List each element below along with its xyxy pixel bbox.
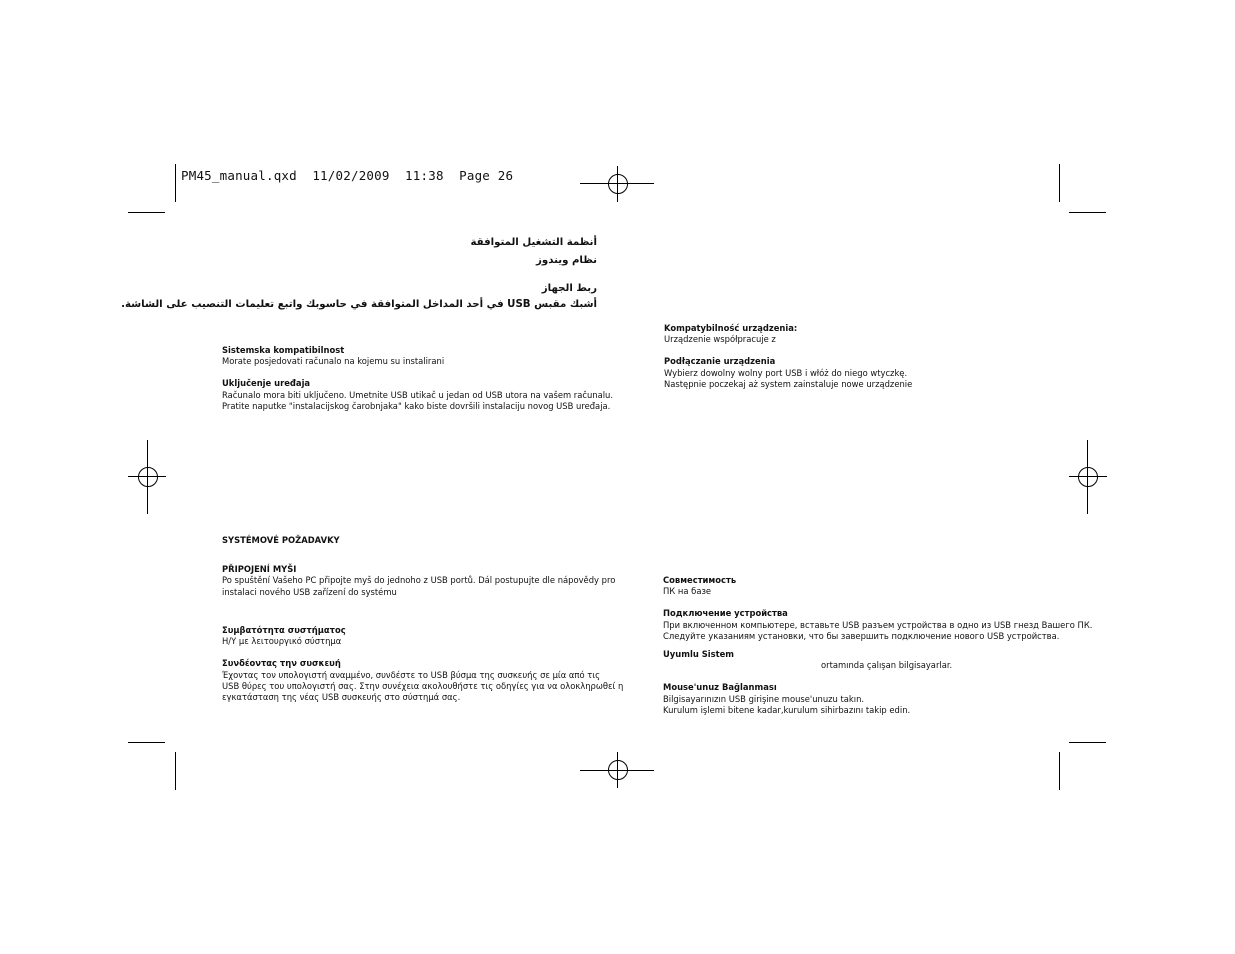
croatian-connect-line1: Računalo mora biti uključeno. Umetnite USB utikač u jedan od USB utora na vašem računalu. bbox=[222, 389, 614, 400]
russian-connect-line2: Следуйте указаниям установки, что бы завершить подключение нового USB устройства. bbox=[663, 630, 1060, 641]
crop-mark bbox=[175, 752, 176, 790]
croatian-compat-title: Sistemska kompatibilnost bbox=[222, 345, 345, 355]
czech-connect-line2: instalaci nového USB zařízení do systému bbox=[222, 586, 397, 597]
croatian-section bbox=[222, 345, 613, 412]
crop-mark bbox=[1069, 212, 1106, 213]
crop-mark bbox=[128, 212, 165, 213]
russian-compat-text: ПК на базе bbox=[663, 586, 712, 597]
greek-connect-line3: εγκατάσταση της νέας USB συσκευής στο σύστημά σας. bbox=[222, 692, 461, 703]
czech-section bbox=[222, 535, 615, 598]
slug-line: PM45_manual.qxd 11/02/2009 11:38 Page 26 bbox=[181, 168, 514, 183]
registration-circle bbox=[608, 760, 628, 780]
greek-connect-line2: USB θύρες του υπολογιστή σας. Στην συνέχεια ακολουθήστε τις οδηγίες για να ολοκληρωθεί η bbox=[222, 680, 624, 691]
turkish-compat-text: ortamında çalışan bilgisayarlar. bbox=[821, 660, 953, 671]
crop-mark bbox=[1059, 164, 1060, 202]
polish-compat-text: Urządzenie współpracuje z bbox=[664, 334, 776, 345]
arabic-compat-title: أنظمة التشغيل المتوافقة bbox=[470, 237, 597, 248]
polish-connect-line2: Następnie poczekaj aż system zainstaluje nowe urządzenie bbox=[664, 378, 913, 389]
russian-connect-title: Подключение устройства bbox=[663, 608, 788, 619]
crop-mark bbox=[1069, 742, 1106, 743]
greek-connect-title: Συνδέοντας την συσκευή bbox=[222, 658, 341, 669]
registration-circle bbox=[1078, 467, 1098, 487]
russian-connect-line1: При включенном компьютере, вставьте USB разъем устройства в одно из USB гнезд Вашего ПК. bbox=[663, 619, 1093, 630]
czech-compat-title: SYSTÉMOVÉ POŽADAVKY bbox=[222, 535, 340, 545]
croatian-connect-title: Uključenje uređaja bbox=[222, 378, 311, 389]
polish-compat-title: Kompatybilność urządzenia: bbox=[664, 323, 798, 333]
polish-connect-line1: Wybierz dowolny wolny port USB i włóż do niego wtyczkę. bbox=[664, 367, 908, 378]
arabic-connect-title: ربط الجهاز bbox=[541, 283, 597, 294]
greek-section bbox=[222, 625, 623, 703]
czech-connect-line1: Po spuštění Vašeho PC připojte myš do jednoho z USB portů. Dál postupujte dle nápovědy pro bbox=[222, 575, 616, 586]
crop-mark bbox=[175, 164, 176, 202]
polish-section bbox=[664, 323, 912, 390]
turkish-connect-title: Mouse'unuz Bağlanması bbox=[663, 682, 777, 693]
turkish-compat-title: Uyumlu Sistem bbox=[663, 649, 734, 659]
crop-mark bbox=[1059, 752, 1060, 790]
russian-compat-title: Совместимость bbox=[663, 575, 737, 585]
greek-compat-title: Συμβατότητα συστήματος bbox=[222, 625, 346, 635]
czech-connect-title: PŘIPOJENÍ MYŠI bbox=[222, 564, 297, 575]
greek-connect-line1: Έχοντας τον υπολογιστή αναμμένο, συνδέστε το USB βύσμα της συσκευής σε μία από τις bbox=[222, 669, 601, 680]
croatian-compat-text: Morate posjedovati računalo na kojemu su instalirani bbox=[222, 356, 445, 367]
croatian-connect-line2: Pratite naputke "instalacijskog čarobnjaka" kako biste dovršili instalaciju novog USB uređaja. bbox=[222, 400, 611, 411]
turkish-connect-line1: Bilgisayarınızın USB girişine mouse'unuzu takın. bbox=[663, 693, 865, 704]
turkish-connect-line2: Kurulum işlemi bitene kadar,kurulum sihirbazını takip edin. bbox=[663, 704, 911, 715]
arabic-connect-text: أشبك مقبس USB في أحد المداخل المتوافقة في حاسوبك واتبع تعليمات التنصيب على الشاشة. bbox=[121, 299, 597, 310]
arabic-section bbox=[121, 236, 597, 312]
turkish-section bbox=[663, 649, 952, 716]
polish-connect-title: Podłączanie urządzenia bbox=[664, 356, 776, 367]
russian-section bbox=[663, 575, 1092, 642]
registration-circle bbox=[608, 174, 628, 194]
greek-compat-text: Η/Υ με λειτουργικό σύστημα bbox=[222, 636, 342, 647]
crop-mark bbox=[128, 742, 165, 743]
registration-circle bbox=[138, 467, 158, 487]
arabic-compat-text: نظام ويندوز bbox=[536, 255, 597, 266]
